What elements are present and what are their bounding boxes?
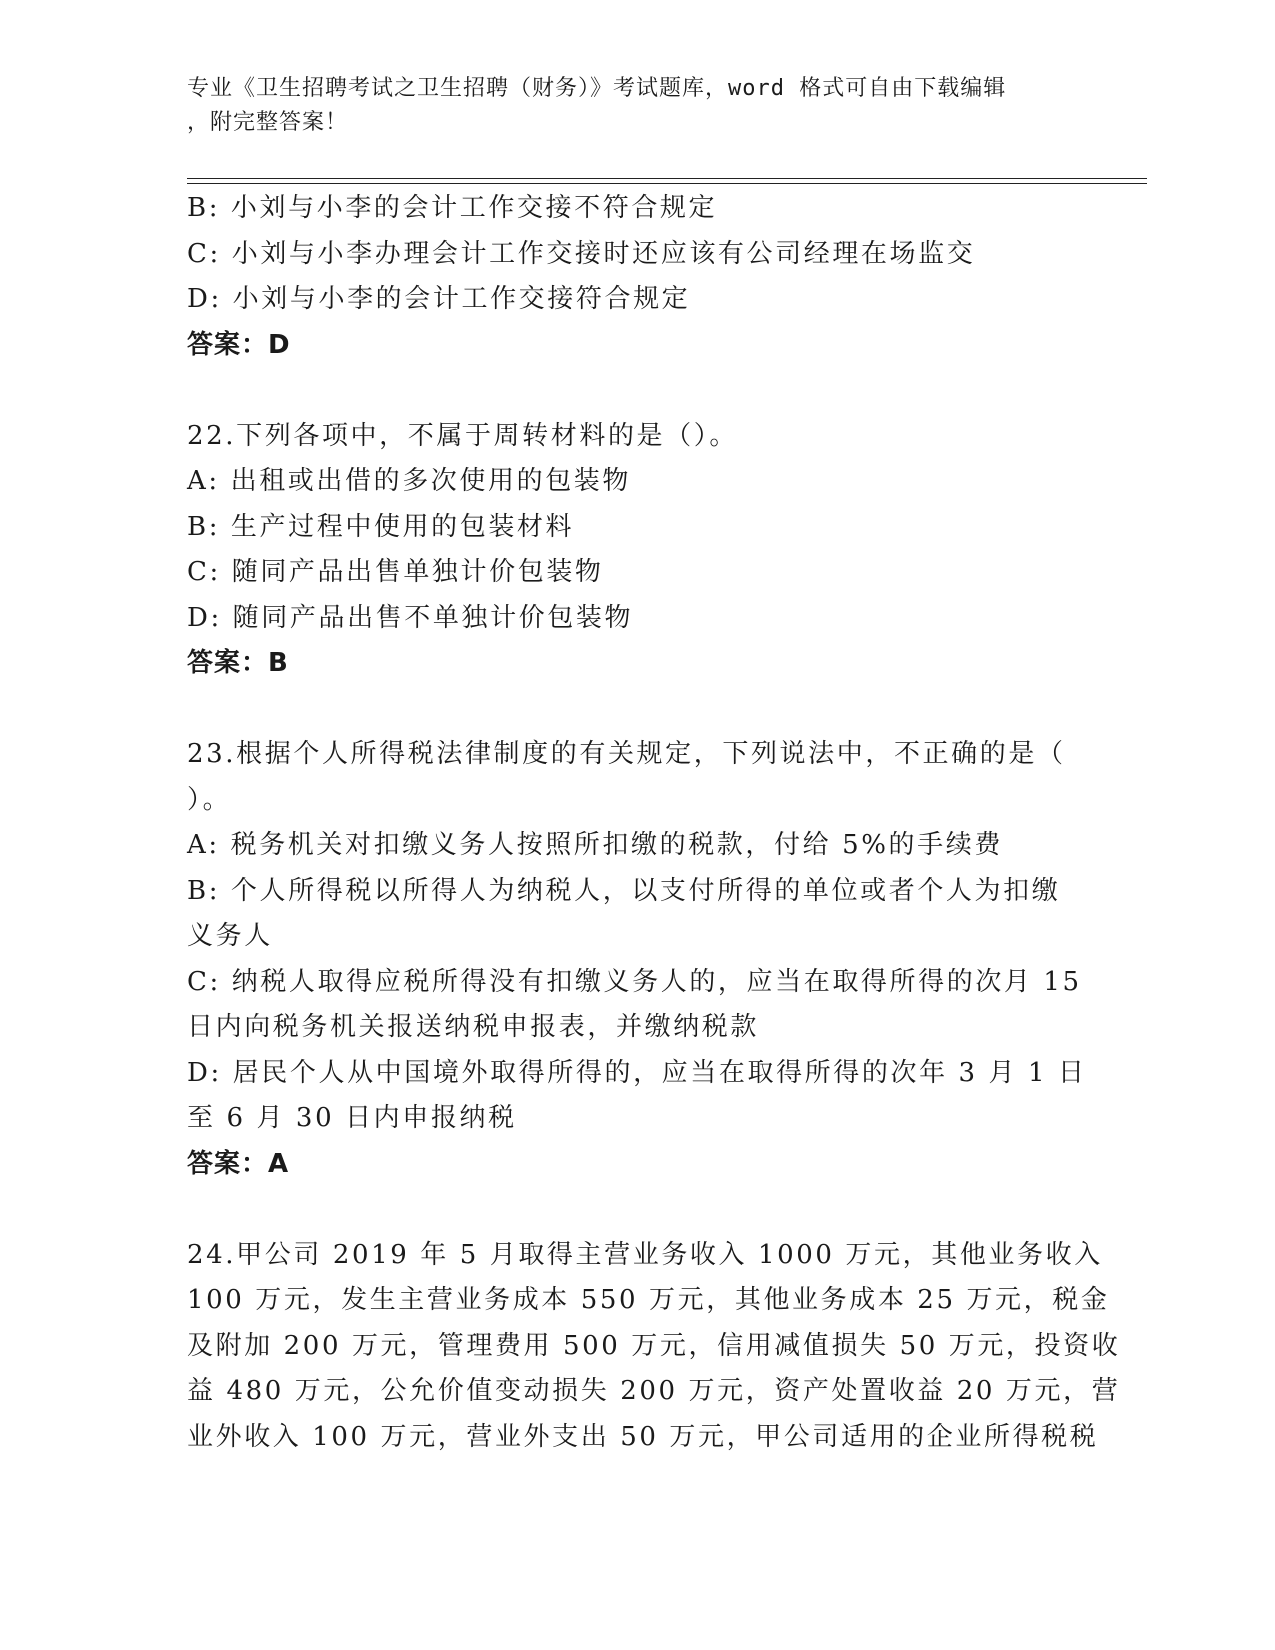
question-23: [187, 732, 1087, 1187]
q21-option-d: D: 小刘与小李的会计工作交接符合规定: [187, 284, 691, 314]
q22-option-c: C: 随同产品出售单独计价包装物: [187, 557, 604, 587]
q23-question-line-2: ）。: [187, 784, 232, 815]
q23-answer: 答案：A: [187, 1148, 290, 1179]
q23-option-c-line-1: C: 纳税人取得应税所得没有扣缴义务人的，应当在取得所得的次月 15: [187, 966, 1082, 997]
q22-option-a: A: 出租或出借的多次使用的包装物: [187, 466, 632, 496]
q22-answer: 答案：B: [187, 648, 289, 678]
q21-option-b: B: 小刘与小李的会计工作交接不符合规定: [187, 193, 718, 223]
q24-line-5: 业外收入 100 万元，营业外支出 50 万元，甲公司适用的企业所得税税: [187, 1421, 1099, 1452]
spacer: [187, 687, 1087, 733]
q24-line-3: 及附加 200 万元，管理费用 500 万元，信用减值损失 50 万元，投资收: [187, 1330, 1121, 1361]
q24-line-4: 益 480 万元，公允价值变动损失 200 万元，资产处置收益 20 万元，营: [187, 1376, 1121, 1406]
question-24: [187, 1233, 1121, 1461]
q23-option-c-line-2: 日内向税务机关报送纳税申报表，并缴纳税款: [187, 1012, 760, 1042]
header-rule-bottom: [187, 183, 1147, 184]
q23-option-d-line-2: 至 6 月 30 日内申报纳税: [187, 1103, 517, 1133]
question-22: [187, 414, 1087, 687]
q21-answer: 答案：D: [187, 329, 291, 360]
q22-option-b: B: 生产过程中使用的包装材料: [187, 511, 575, 542]
q24-line-2: 100 万元，发生主营业务成本 550 万元，其他业务成本 25 万元，税金: [187, 1285, 1110, 1315]
question-21: [187, 186, 1087, 368]
q22-option-d: D: 随同产品出售不单独计价包装物: [187, 602, 634, 633]
header-line-2: ，附完整答案！: [187, 110, 349, 135]
q23-option-a: A: 税务机关对扣缴义务人按照所扣缴的税款，付给 5%的手续费: [187, 830, 1003, 860]
q21-option-c: C: 小刘与小李办理会计工作交接时还应该有公司经理在场监交: [187, 238, 976, 269]
header-line-1: 专业《卫生招聘考试之卫生招聘（财务）》考试题库，word 格式可自由下载编辑: [187, 76, 1007, 101]
q23-option-d-line-1: D: 居民个人从中国境外取得所得的，应当在取得所得的次年 3 月 1 日: [187, 1057, 1087, 1088]
spacer: [187, 1187, 1087, 1233]
document-body: [187, 186, 1121, 1460]
q23-option-b-line-2: 义务人: [187, 921, 273, 951]
q24-line-1: 24.甲公司 2019 年 5 月取得主营业务收入 1000 万元，其他业务收入: [187, 1239, 1103, 1270]
header-rule-top: [187, 178, 1147, 179]
q23-option-b-line-1: B: 个人所得税以所得人为纳税人，以支付所得的单位或者个人为扣缴: [187, 875, 1061, 906]
q22-question: 22.下列各项中，不属于周转材料的是（）。: [187, 420, 738, 451]
spacer: [187, 368, 1087, 414]
q23-question-line-1: 23.根据个人所得税法律制度的有关规定，下列说法中，不正确的是（: [187, 739, 1066, 769]
document-header: [187, 72, 1067, 140]
